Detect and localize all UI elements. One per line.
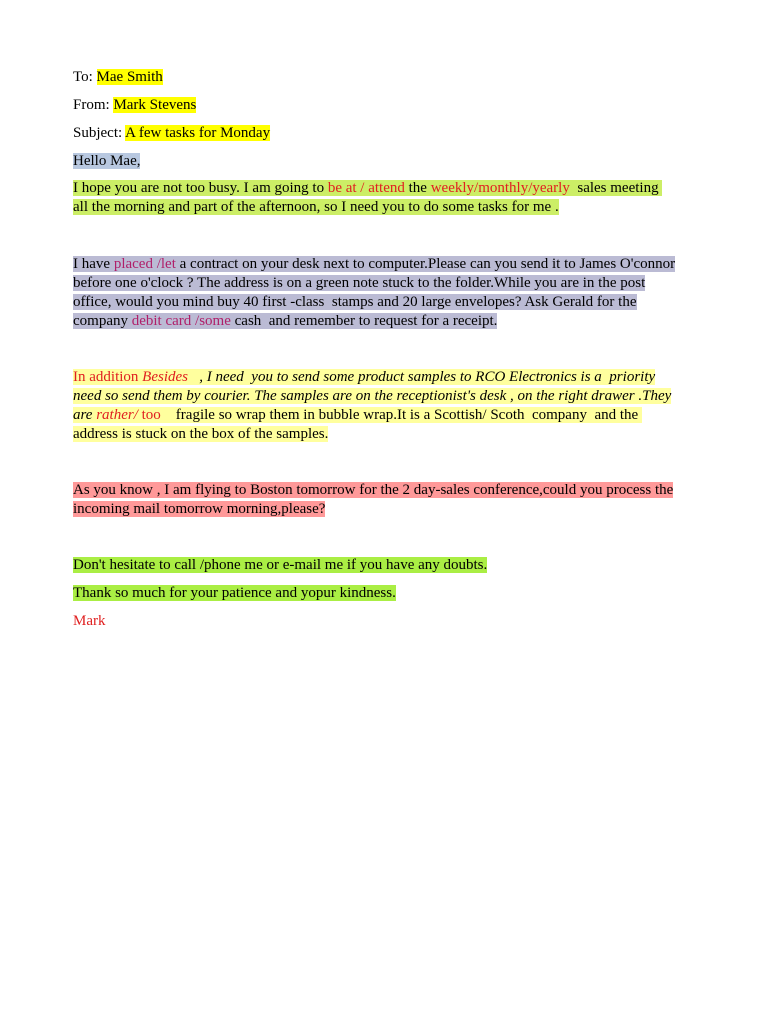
p3-option-rather: rather/ (96, 407, 138, 423)
closing-line-1 (73, 556, 487, 575)
p1-text-6: all the morning and part of the afternoon, so I need you to do some tasks for me . (73, 199, 559, 215)
signature-text: Mark (73, 613, 106, 629)
p1-option-frequency: weekly/monthly/yearly (430, 180, 570, 196)
p4-text-2: incoming mail tomorrow morning,please? (73, 501, 326, 517)
subject-value: A few tasks for Monday (125, 125, 271, 141)
p3-text-4: need so send them by courier. The samples are on the receptionist's desk , on the right drawer .They (73, 388, 672, 404)
greeting-text: Hello Mae, (73, 153, 141, 169)
from-label: From: (73, 97, 114, 113)
greeting (73, 152, 140, 171)
paragraph-1 (73, 179, 699, 217)
closing-text-2: Thank so much for your patience and yopur kindness. (73, 585, 396, 601)
p3-text-9: address is stuck on the box of the samples. (73, 426, 329, 442)
paragraph-4 (73, 481, 699, 519)
to-line (73, 68, 163, 87)
p3-option-in-addition: In addition (73, 369, 143, 385)
p3-text-3: , I need you to send some product samples to RCO Electronics is a priority (187, 369, 656, 385)
to-value: Mae Smith (96, 69, 163, 85)
p3-option-besides: Besides (142, 369, 188, 385)
p2-text-1: I have (73, 256, 114, 272)
p2-text-4: before one o'clock ? The address is on a green note stuck to the folder.While you are in the post (73, 275, 646, 291)
p2-option-placed: placed /let (113, 256, 176, 272)
p2-text-6: company (73, 313, 132, 329)
p3-text-8: fragile so wrap them in bubble wrap.It is a Scottish/ Scoth company and the (160, 407, 642, 423)
to-label: To: (73, 69, 97, 85)
subject-line (73, 124, 270, 143)
closing-line-2 (73, 584, 396, 603)
p3-option-too: too (137, 407, 161, 423)
p2-text-8: cash and remember to request for a receipt. (230, 313, 498, 329)
closing-text-1: Don't hesitate to call /phone me or e-mail me if you have any doubts. (73, 557, 488, 573)
p2-text-3: a contract on your desk next to computer.Please can you send it to James O'connor (175, 256, 676, 272)
p4-text-1: As you know , I am flying to Boston tomorrow for the 2 day-sales conference,could you process the (73, 482, 674, 498)
paragraph-3 (73, 368, 699, 444)
p3-text-5: are (73, 407, 97, 423)
p1-text-1: I hope you are not too busy. I am going to (73, 180, 328, 196)
p2-text-5: office, would you mind buy 40 first -class stamps and 20 large envelopes? Ask Gerald for the (73, 294, 637, 310)
paragraph-2 (73, 255, 699, 331)
subject-label: Subject: (73, 125, 126, 141)
from-line (73, 96, 196, 115)
p1-option-attend: be at / attend (327, 180, 405, 196)
p1-text-3: the (404, 180, 431, 196)
p1-text-5: sales meeting (569, 180, 663, 196)
from-value: Mark Stevens (113, 97, 197, 113)
signature (73, 612, 106, 631)
p2-option-card: debit card /some (131, 313, 231, 329)
